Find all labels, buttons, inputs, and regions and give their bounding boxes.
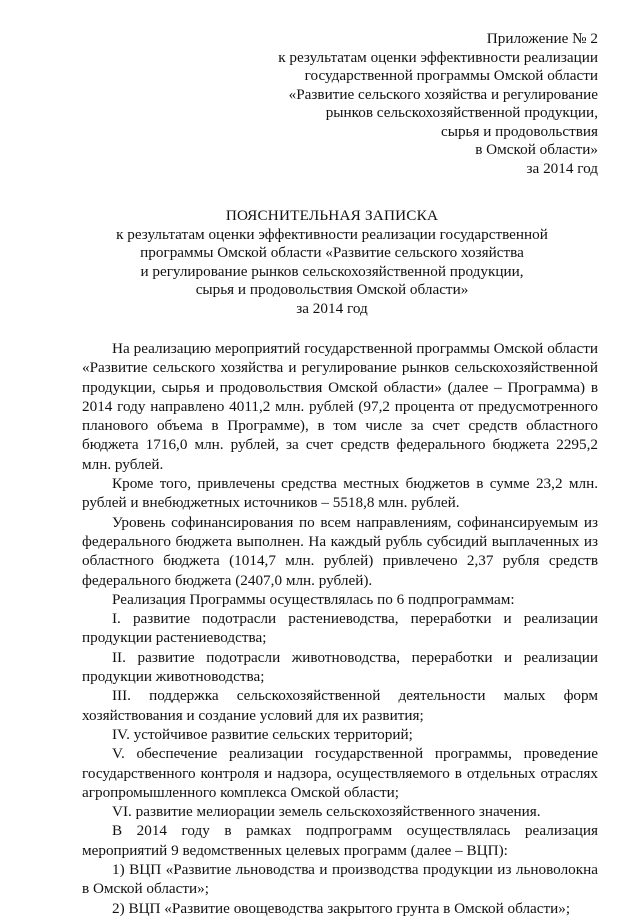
attachment-line: государственной программы Омской области [304,67,598,84]
attachment-header [238,30,598,178]
attachment-number: Приложение № 2 [486,30,598,47]
subprogram-item: III. поддержка сельскохозяйственной деятельности малых форм хозяйствования и создание условий для их развития; [82,687,598,724]
paragraph-funding: На реализацию мероприятий государственной программы Омской области «Развитие сельского хозяйства и регулирование рынков сельскохозяйственной продукции, сырья и продовольствия Омской области» (далее – Программа) в 2014 году направлено 4011,2 млн. рублей (97,2 процента от предусмотренного планового объема в Программе), в том числе за счет средств областного бюджета 1716,0 млн. рублей, за счет средств федерального бюджета 2295,2 млн. рублей. [82,340,598,473]
attachment-line: «Развитие сельского хозяйства и регулирование [288,85,598,103]
document-heading: ПОЯСНИТЕЛЬНАЯ ЗАПИСКА [225,207,439,224]
attachment-line: рынков сельскохозяйственной продукции, [325,104,598,121]
subprogram-item: II. развитие подотрасли животноводства, переработки и реализации продукции животноводства; [82,648,598,686]
paragraph-subprograms-intro: Реализация Программы осуществлялась по 6 подпрограммам: [112,590,515,608]
document-body [82,339,598,918]
subprogram-item: VI. развитие мелиорации земель сельскохозяйственного значения. [112,803,541,821]
attachment-line: в Омской области» [475,141,598,158]
subprogram-item: I. развитие подотрасли растениеводства, переработки и реализации продукции растениеводства; [82,610,598,647]
title-year: за 2014 год [296,299,368,317]
vcp-item: 1) ВЦП «Развитие льноводства и производства продукции из льноволокна в Омской области»; [82,861,598,898]
subprogram-item: V. обеспечение реализации государственной программы, проведение государственного контроля и надзора, осуществляемого в отдельных отраслях агропромышленного комплекса Омской области; [82,745,598,801]
attachment-line: сырья и продовольствия [441,122,598,140]
paragraph-cofinancing: Уровень софинансирования по всем направлениям, софинансируемым из федерального бюджета выполнен. На каждый рубль субсидий выплаченных из областного бюджета (1014,7 млн. рублей) привлечено 2,37 рубля средств федерального бюджета (2407,0 млн. рублей). [82,513,598,589]
document-title-block [82,207,582,318]
title-line: сырья и продовольствия Омской области» [195,281,469,298]
title-line: к результатам оценки эффективности реализации государственной [116,225,548,243]
title-line: программы Омской области «Развитие сельского хозяйства [140,244,524,261]
attachment-year: за 2014 год [526,159,598,177]
subprogram-item: IV. устойчивое развитие сельских территорий; [112,725,413,743]
title-line: и регулирование рынков сельскохозяйственной продукции, [140,262,524,280]
paragraph-vcp-intro: В 2014 году в рамках подпрограмм осуществлялась реализация мероприятий 9 ведомственных целевых программ (далее – ВЦП): [82,822,598,859]
paragraph-local-budgets: Кроме того, привлечены средства местных бюджетов в сумме 23,2 млн. рублей и внебюджетных источников – 5518,8 млн. рублей. [82,475,598,512]
vcp-item: 2) ВЦП «Развитие овощеводства закрытого грунта в Омской области»; [112,899,571,917]
attachment-line: к результатам оценки эффективности реализации [278,48,598,66]
